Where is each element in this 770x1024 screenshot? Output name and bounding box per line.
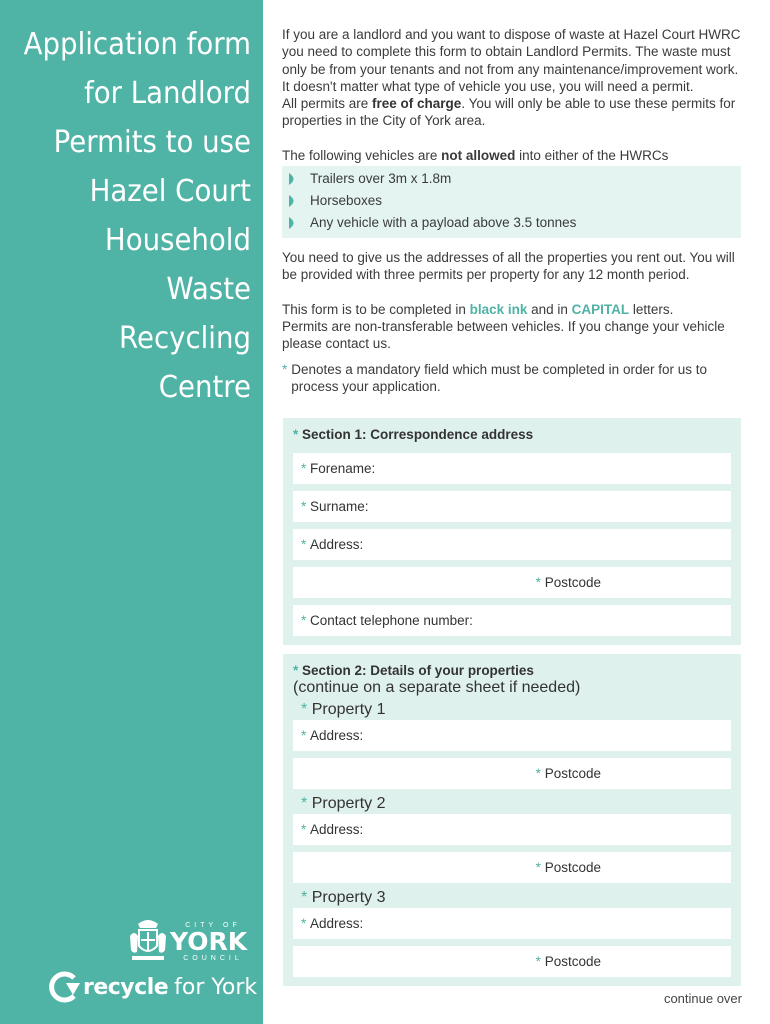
forename-field[interactable]: * Forename:: [293, 453, 731, 484]
address-field[interactable]: * Address:: [293, 529, 731, 560]
property-2-address-field[interactable]: * Address:: [293, 814, 731, 845]
property-3-address-field[interactable]: * Address:: [293, 908, 731, 939]
section-property-details: [283, 654, 741, 986]
surname-field[interactable]: * Surname:: [293, 491, 731, 522]
list-item: Trailers over 3m x 1.8m: [288, 168, 735, 190]
telephone-field[interactable]: * Contact telephone number:: [293, 605, 731, 636]
property-2-postcode-field[interactable]: * Postcode: [293, 852, 731, 883]
bullet-icon: [288, 216, 298, 230]
property-1-label: * Property 1: [301, 701, 386, 718]
property-3-label: * Property 3: [301, 889, 386, 906]
addresses-text: You need to give us the addresses of all the properties you rent out. You will be provided with three permits per property for any 12 month period.: [282, 250, 735, 283]
list-item: Horseboxes: [288, 190, 735, 212]
bullet-icon: [288, 172, 298, 186]
recycle-arrow-icon: [44, 970, 82, 1004]
property-1-address-field[interactable]: * Address:: [293, 720, 731, 751]
ink-instructions: This form is to be completed in black ink and in CAPITAL letters. Permits are non-transferable between vehicles. If you change your vehicle please contact us.: [282, 301, 725, 352]
not-allowed-heading: The following vehicles are not allowed into either of the HWRCs: [282, 147, 669, 163]
section-2-subtitle: (continue on a separate sheet if needed): [293, 679, 581, 696]
property-2-label: * Property 2: [301, 795, 386, 812]
section-correspondence-address: [283, 418, 741, 645]
postcode-field[interactable]: * Postcode: [293, 567, 731, 598]
recycle-for-york-logo: recycle for York: [44, 970, 257, 1004]
not-allowed-list: [282, 166, 741, 238]
section-1-title: * Section 1: Correspondence address: [293, 427, 534, 442]
mandatory-note: * Denotes a mandatory field which must be completed in order for us to process your application.: [282, 361, 707, 394]
list-item: Any vehicle with a payload above 3.5 tonnes: [288, 212, 735, 234]
intro-text: If you are a landlord and you want to dispose of waste at Hazel Court HWRC you need to complete this form to obtain Landlord Permits. The waste must only be from your tenants and not from any maintenance/improvement work. It doesn't matter what type of vehicle you use, you will need a permit. All permits are free of charge. You will only be able to use these permits for properties in the City of York area.: [282, 27, 741, 129]
property-1-postcode-field[interactable]: * Postcode: [293, 758, 731, 789]
instructions: [282, 26, 744, 395]
york-council-logo: CITY OF YORK COUNCIL: [170, 922, 248, 962]
coat-of-arms-icon: [128, 916, 168, 966]
sidebar: [0, 0, 263, 1024]
property-3-postcode-field[interactable]: * Postcode: [293, 946, 731, 977]
section-2-title: * Section 2: Details of your properties: [293, 663, 534, 678]
bullet-icon: [288, 194, 298, 208]
form-title: Application form for Landlord Permits to use Hazel Court Household Waste Recycling Centre: [23, 27, 251, 405]
continue-over-text: continue over: [663, 991, 742, 1006]
